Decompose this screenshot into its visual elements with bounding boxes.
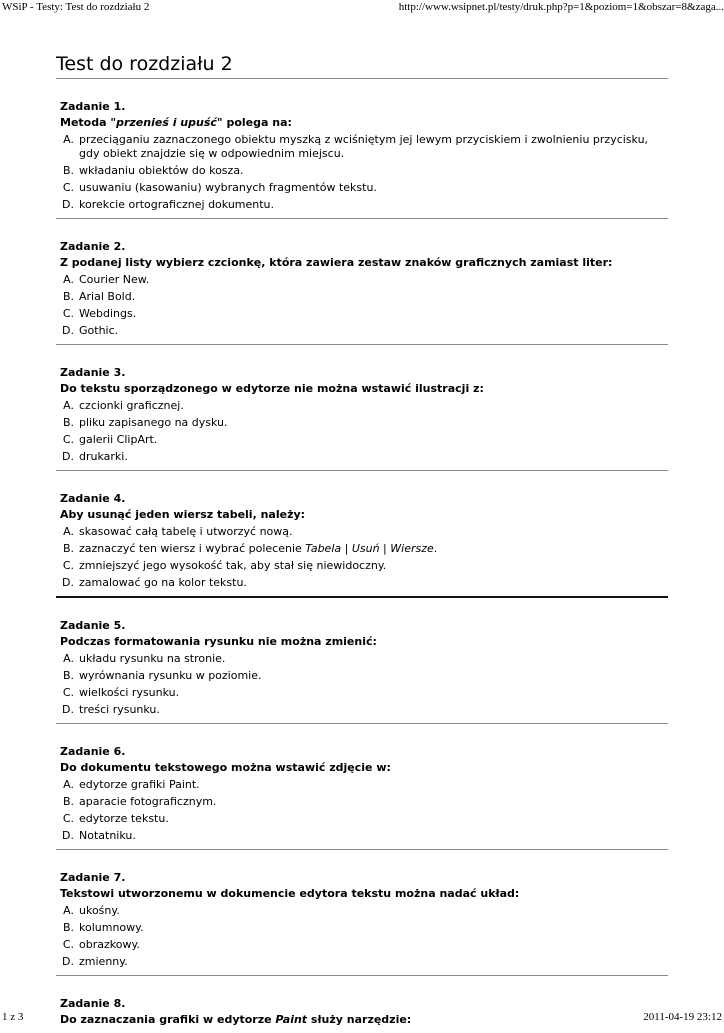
answer-text: usuwaniu (kasowaniu) wybranych fragmentów tekstu.: [79, 180, 377, 194]
answer-letter: C.: [62, 685, 74, 699]
task-1: [56, 79, 668, 219]
question-text: polega na:: [222, 116, 292, 129]
answer-option: [56, 431, 668, 448]
answer-letter: A.: [63, 903, 74, 917]
answer-text: Gothic.: [79, 323, 119, 337]
answer-text: kolumnowy.: [79, 920, 144, 934]
task-question: [56, 115, 668, 131]
task-5: [56, 598, 668, 724]
answer-text: obrazkowy.: [79, 937, 140, 951]
print-datetime: 2011-04-19 23:12: [643, 1011, 722, 1023]
answer-text: korekcie ortograficznej dokumentu.: [79, 197, 275, 211]
answer-option: [56, 919, 668, 936]
answer-option: [56, 414, 668, 431]
task-number: Zadanie 7.: [60, 871, 126, 884]
question-emphasis: Paint: [275, 1013, 308, 1026]
answer-option: [56, 902, 668, 919]
task-4: [56, 471, 668, 598]
answer-list: [56, 397, 668, 465]
answer-letter: A.: [63, 132, 74, 146]
answer-text: czcionki graficznej.: [79, 398, 184, 412]
answer-letter: C.: [62, 180, 74, 194]
question-text: Do zaznaczania grafiki w edytorze: [60, 1013, 276, 1026]
answer-letter: D.: [62, 323, 74, 337]
menu-path-item: Usuń: [351, 541, 380, 555]
print-header-url: http://www.wsipnet.pl/testy/druk.php?p=1&poziom=1&obszar=8&zaga...: [398, 1, 724, 13]
answer-option: [56, 131, 668, 162]
question-text: służy narzędzie:: [307, 1013, 412, 1026]
task-number: Zadanie 3.: [60, 366, 126, 379]
answer-letter: A.: [63, 272, 74, 286]
answer-list: [56, 650, 668, 718]
answer-option: [56, 179, 668, 196]
answer-text: skasować całą tabelę i utworzyć nową.: [79, 524, 293, 538]
answer-text: treści rysunku.: [79, 702, 160, 716]
answer-list: [56, 902, 668, 970]
question-emphasis: "przenieś i upuść": [110, 116, 223, 129]
answer-list: [56, 131, 668, 213]
answer-text: układu rysunku na stronie.: [79, 651, 226, 665]
answer-text: aparacie fotograficznym.: [79, 794, 217, 808]
answer-option: [56, 557, 668, 574]
answer-letter: C.: [62, 432, 74, 446]
answer-text: zamalować go na kolor tekstu.: [79, 575, 247, 589]
answer-option: [56, 162, 668, 179]
task-3: [56, 345, 668, 471]
answer-letter: D.: [62, 449, 74, 463]
answer-option: [56, 684, 668, 701]
task-question: Z podanej listy wybierz czcionkę, która zawiera zestaw znaków graficznych zamiast liter:: [60, 256, 613, 269]
task-question: Podczas formatowania rysunku nie można zmienić:: [60, 635, 377, 648]
answer-text: wyrównania rysunku w poziomie.: [79, 668, 262, 682]
answer-option: [56, 271, 668, 288]
answer-option: [56, 701, 668, 718]
answer-option: [56, 936, 668, 953]
menu-path-item: Wiersze: [390, 541, 434, 555]
menu-path-item: Tabela: [305, 541, 342, 555]
answer-letter: C.: [62, 558, 74, 572]
answer-option: [56, 650, 668, 667]
answer-text: Courier New.: [79, 272, 150, 286]
answer-text: Arial Bold.: [79, 289, 136, 303]
answer-letter: A.: [63, 777, 74, 791]
answer-letter: B.: [62, 289, 74, 303]
answer-letter: B.: [62, 541, 74, 555]
answer-option: [56, 953, 668, 970]
answer-text: pliku zapisanego na dysku.: [79, 415, 228, 429]
answer-option: [56, 523, 668, 540]
answer-letter: C.: [62, 306, 74, 320]
answer-text: edytorze grafiki Paint.: [79, 777, 200, 791]
answer-letter: B.: [62, 920, 74, 934]
task-2: [56, 219, 668, 345]
answer-option: [56, 810, 668, 827]
answer-list: [56, 523, 668, 591]
answer-text: Notatniku.: [79, 828, 136, 842]
task-number: Zadanie 1.: [60, 100, 126, 113]
answer-letter: D.: [62, 702, 74, 716]
task-6: [56, 724, 668, 850]
answer-text: wielkości rysunku.: [79, 685, 180, 699]
answer-option: [56, 305, 668, 322]
answer-option: [56, 288, 668, 305]
answer-text: galerii ClipArt.: [79, 432, 158, 446]
answer-text: zmienny.: [79, 954, 128, 968]
page-counter: 1 z 3: [2, 1011, 24, 1023]
answer-text: przeciąganiu zaznaczonego obiektu myszką z wciśniętym jej lewym przyciskiem i zwolnieniu przycisku, gdy obiekt znajdzie się w odpowiednim miejscu.: [79, 132, 649, 160]
answer-option: [56, 322, 668, 339]
answer-text-part: .: [433, 541, 438, 555]
answer-option: [56, 540, 668, 557]
task-7: [56, 850, 668, 976]
task-question: Aby usunąć jeden wiersz tabeli, należy:: [60, 508, 306, 521]
task-question: Tekstowi utworzonemu w dokumencie edytora tekstu można nadać układ:: [60, 887, 520, 900]
answer-letter: A.: [63, 398, 74, 412]
answer-option: [56, 196, 668, 213]
task-number: Zadanie 6.: [60, 745, 126, 758]
answer-text: drukarki.: [79, 449, 128, 463]
answer-letter: B.: [62, 415, 74, 429]
question-text: Metoda: [60, 116, 111, 129]
print-header-title: WSiP - Testy: Test do rozdziału 2: [2, 1, 150, 13]
menu-path-separator: |: [341, 541, 352, 555]
answer-option: [56, 448, 668, 465]
menu-path-separator: |: [379, 541, 391, 555]
answer-letter: C.: [62, 937, 74, 951]
task-8: [56, 976, 668, 1033]
answer-letter: B.: [62, 163, 74, 177]
page-title: Test do rozdziału 2: [56, 52, 668, 79]
answer-text-part: zaznaczyć ten wiersz i wybrać polecenie: [79, 541, 306, 555]
answer-option: [56, 574, 668, 591]
answer-letter: B.: [62, 794, 74, 808]
answer-letter: D.: [62, 575, 74, 589]
task-number: Zadanie 2.: [60, 240, 126, 253]
answer-option: [56, 827, 668, 844]
answer-letter: D.: [62, 197, 74, 211]
answer-text: edytorze tekstu.: [79, 811, 169, 825]
answer-letter: C.: [62, 811, 74, 825]
answer-letter: D.: [62, 828, 74, 842]
answer-text: zmniejszyć jego wysokość tak, aby stał się niewidoczny.: [79, 558, 387, 572]
print-footer: [0, 1010, 724, 1024]
answer-text: [79, 542, 668, 556]
print-header: [0, 0, 724, 14]
task-number: Zadanie 8.: [60, 997, 126, 1010]
answer-letter: B.: [62, 668, 74, 682]
answer-option: [56, 793, 668, 810]
answer-text: wkładaniu obiektów do kosza.: [79, 163, 244, 177]
answer-option: [56, 397, 668, 414]
answer-list: [56, 776, 668, 844]
test-page: [56, 52, 668, 1033]
answer-option: [56, 667, 668, 684]
answer-letter: A.: [63, 524, 74, 538]
task-question: Do dokumentu tekstowego można wstawić zdjęcie w:: [60, 761, 391, 774]
task-number: Zadanie 4.: [60, 492, 126, 505]
answer-text: ukośny.: [79, 903, 120, 917]
answer-letter: D.: [62, 954, 74, 968]
answer-letter: A.: [63, 651, 74, 665]
answer-list: [56, 271, 668, 339]
answer-option: [56, 776, 668, 793]
task-number: Zadanie 5.: [60, 619, 126, 632]
task-question: Do tekstu sporządzonego w edytorze nie można wstawić ilustracji z:: [60, 382, 484, 395]
answer-text: Webdings.: [79, 306, 137, 320]
